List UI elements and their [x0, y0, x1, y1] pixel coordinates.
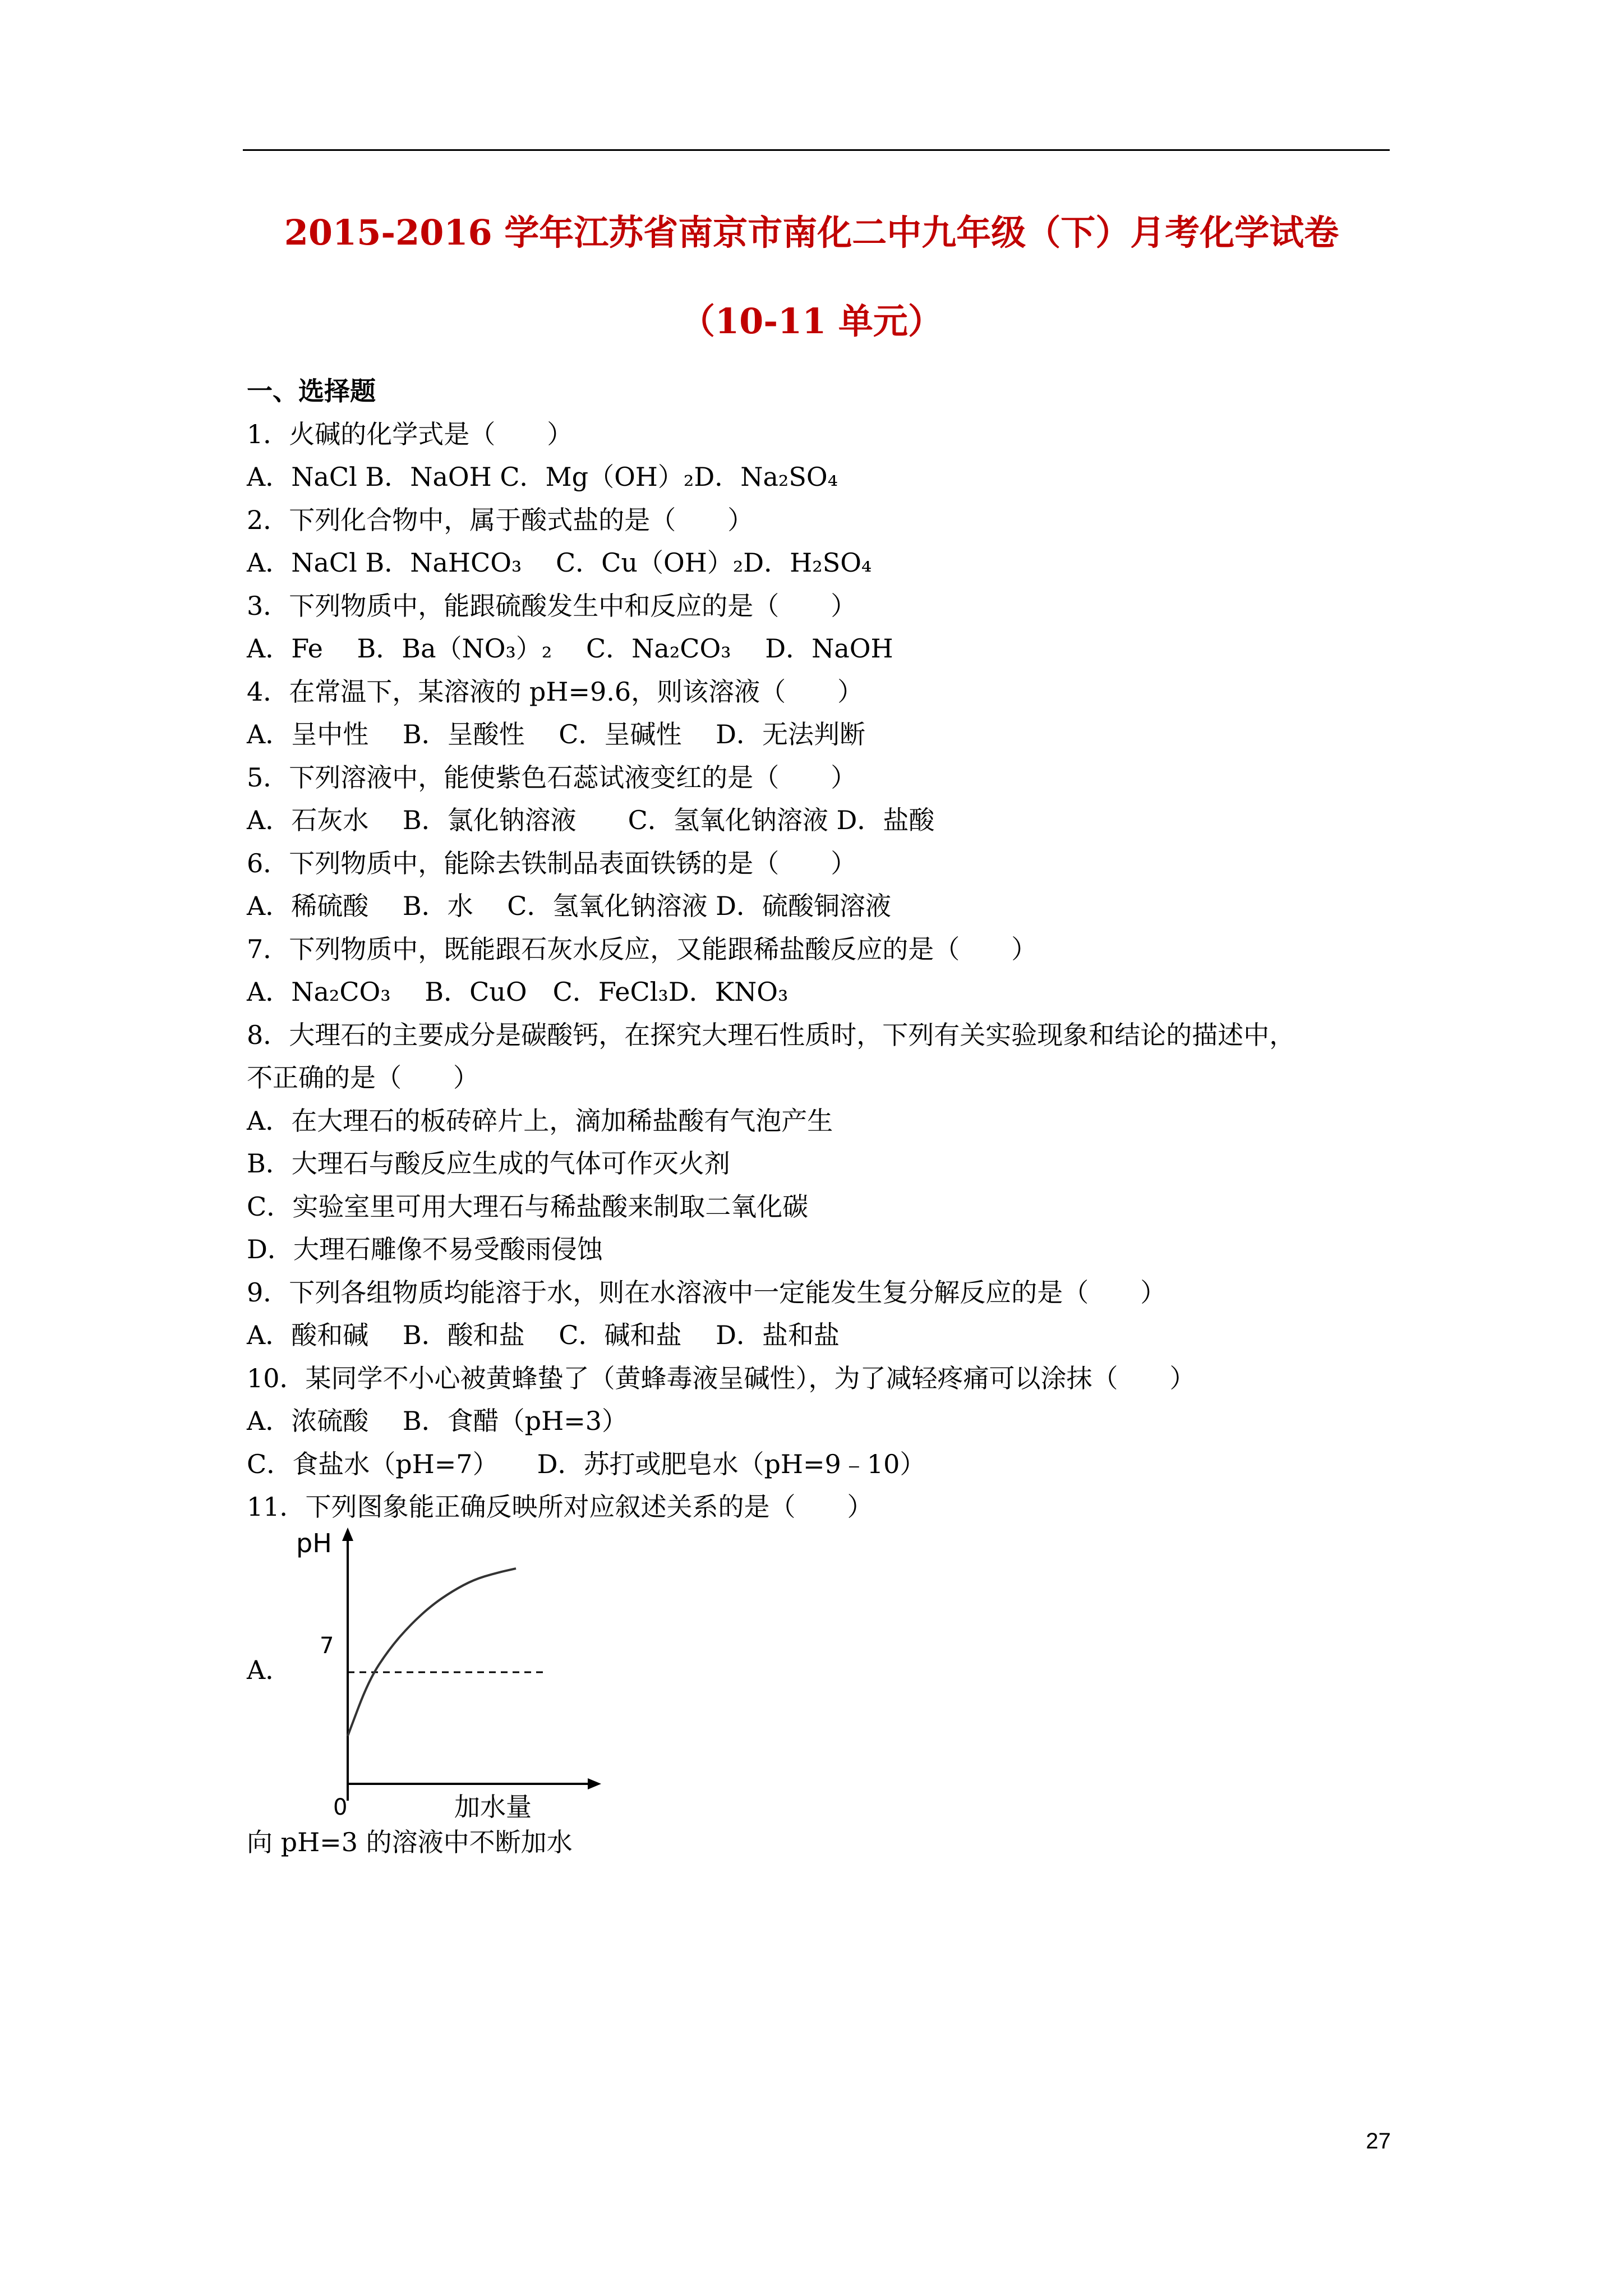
- plot-area: [348, 1568, 547, 1736]
- question-7-options: A．Na₂CO₃ B．CuO C．FeCl₃D．KNO₃: [247, 977, 789, 1007]
- graph-caption: 向 pH=3 的溶液中不断加水: [247, 1827, 573, 1857]
- question-9-stem: 9．下列各组物质均能溶于水，则在水溶液中一定能发生复分解反应的是（ ）: [247, 1277, 1166, 1308]
- x-axis-label: 加水量: [454, 1792, 532, 1820]
- question-3-stem: 3．下列物质中，能跟硫酸发生中和反应的是（ ）: [247, 591, 857, 621]
- question-10-options-ab: A．浓硫酸 B．食醋（pH=3）: [247, 1406, 628, 1436]
- question-6-stem: 6．下列物质中，能除去铁制品表面铁锈的是（ ）: [247, 848, 857, 878]
- question-8-stem: 8．大理石的主要成分是碳酸钙，在探究大理石性质时，下列有关实验现象和结论的描述中，: [247, 1020, 1295, 1050]
- question-5-options: A．石灰水 B．氯化钠溶液 C．氢氧化钠溶液 D．盐酸: [247, 805, 935, 835]
- question-10-stem: 10．某同学不小心被黄蜂蛰了（黄蜂毒液呈碱性），为了减轻疼痛可以涂抹（ ）: [247, 1363, 1196, 1393]
- y-axis-label: pH: [296, 1528, 332, 1558]
- origin-label: 0: [333, 1795, 348, 1820]
- ph-curve-series-0: [348, 1568, 516, 1736]
- y-axis-arrow: [342, 1527, 353, 1541]
- reference-tick-label: 7: [320, 1633, 334, 1659]
- question-6-options: A．稀硫酸 B．水 C．氢氧化钠溶液 D．硫酸铜溶液: [247, 891, 891, 921]
- question-4-stem: 4．在常温下，某溶液的 pH=9.6，则该溶液（ ）: [247, 677, 864, 707]
- question-8-stem-cont: 不正确的是（ ）: [247, 1062, 479, 1093]
- question-8-option-b: B．大理石与酸反应生成的气体可作灭火剂: [247, 1148, 730, 1179]
- ph-dilution-graph: [286, 1523, 606, 1820]
- question-8-option-a: A．在大理石的板砖碎片上，滴加稀盐酸有气泡产生: [247, 1106, 833, 1136]
- question-2-options: A．NaCl B．NaHCO₃ C．Cu（OH）₂D．H₂SO₄: [247, 547, 872, 578]
- question-3-options: A．Fe B．Ba（NO₃）₂ C．Na₂CO₃ D．NaOH: [247, 633, 893, 664]
- question-7-stem: 7．下列物质中，既能跟石灰水反应，又能跟稀盐酸反应的是（ ）: [247, 934, 1038, 964]
- question-10-options-cd: C．食盐水（pH=7） D．苏打或肥皂水（pH=9﹣10）: [247, 1449, 926, 1479]
- question-2-stem: 2．下列化合物中，属于酸式盐的是（ ）: [247, 505, 754, 535]
- page-number: 27: [1366, 2129, 1391, 2154]
- question-8-option-c: C．实验室里可用大理石与稀盐酸来制取二氧化碳: [247, 1191, 809, 1222]
- question-1-stem: 1．火碱的化学式是（ ）: [247, 419, 573, 449]
- question-1-options: A．NaCl B．NaOH C．Mg（OH）₂D．Na₂SO₄: [247, 462, 838, 492]
- question-8-option-d: D．大理石雕像不易受酸雨侵蚀: [247, 1234, 603, 1264]
- header-rule: [243, 149, 1390, 151]
- paper-subtitle: （10-11 单元）: [680, 301, 943, 342]
- question-5-stem: 5．下列溶液中，能使紫色石蕊试液变红的是（ ）: [247, 762, 857, 793]
- question-11-option-label: A．: [247, 1655, 292, 1685]
- section-heading: 一、选择题: [247, 376, 376, 406]
- x-axis-arrow: [588, 1778, 601, 1789]
- paper-title: 2015-2016 学年江苏省南京市南化二中九年级（下）月考化学试卷: [284, 212, 1339, 253]
- question-4-options: A．呈中性 B．呈酸性 C．呈碱性 D．无法判断: [247, 719, 865, 749]
- question-9-options: A．酸和碱 B．酸和盐 C．碱和盐 D．盐和盐: [247, 1320, 840, 1350]
- question-11-stem: 11．下列图象能正确反映所对应叙述关系的是（ ）: [247, 1492, 873, 1522]
